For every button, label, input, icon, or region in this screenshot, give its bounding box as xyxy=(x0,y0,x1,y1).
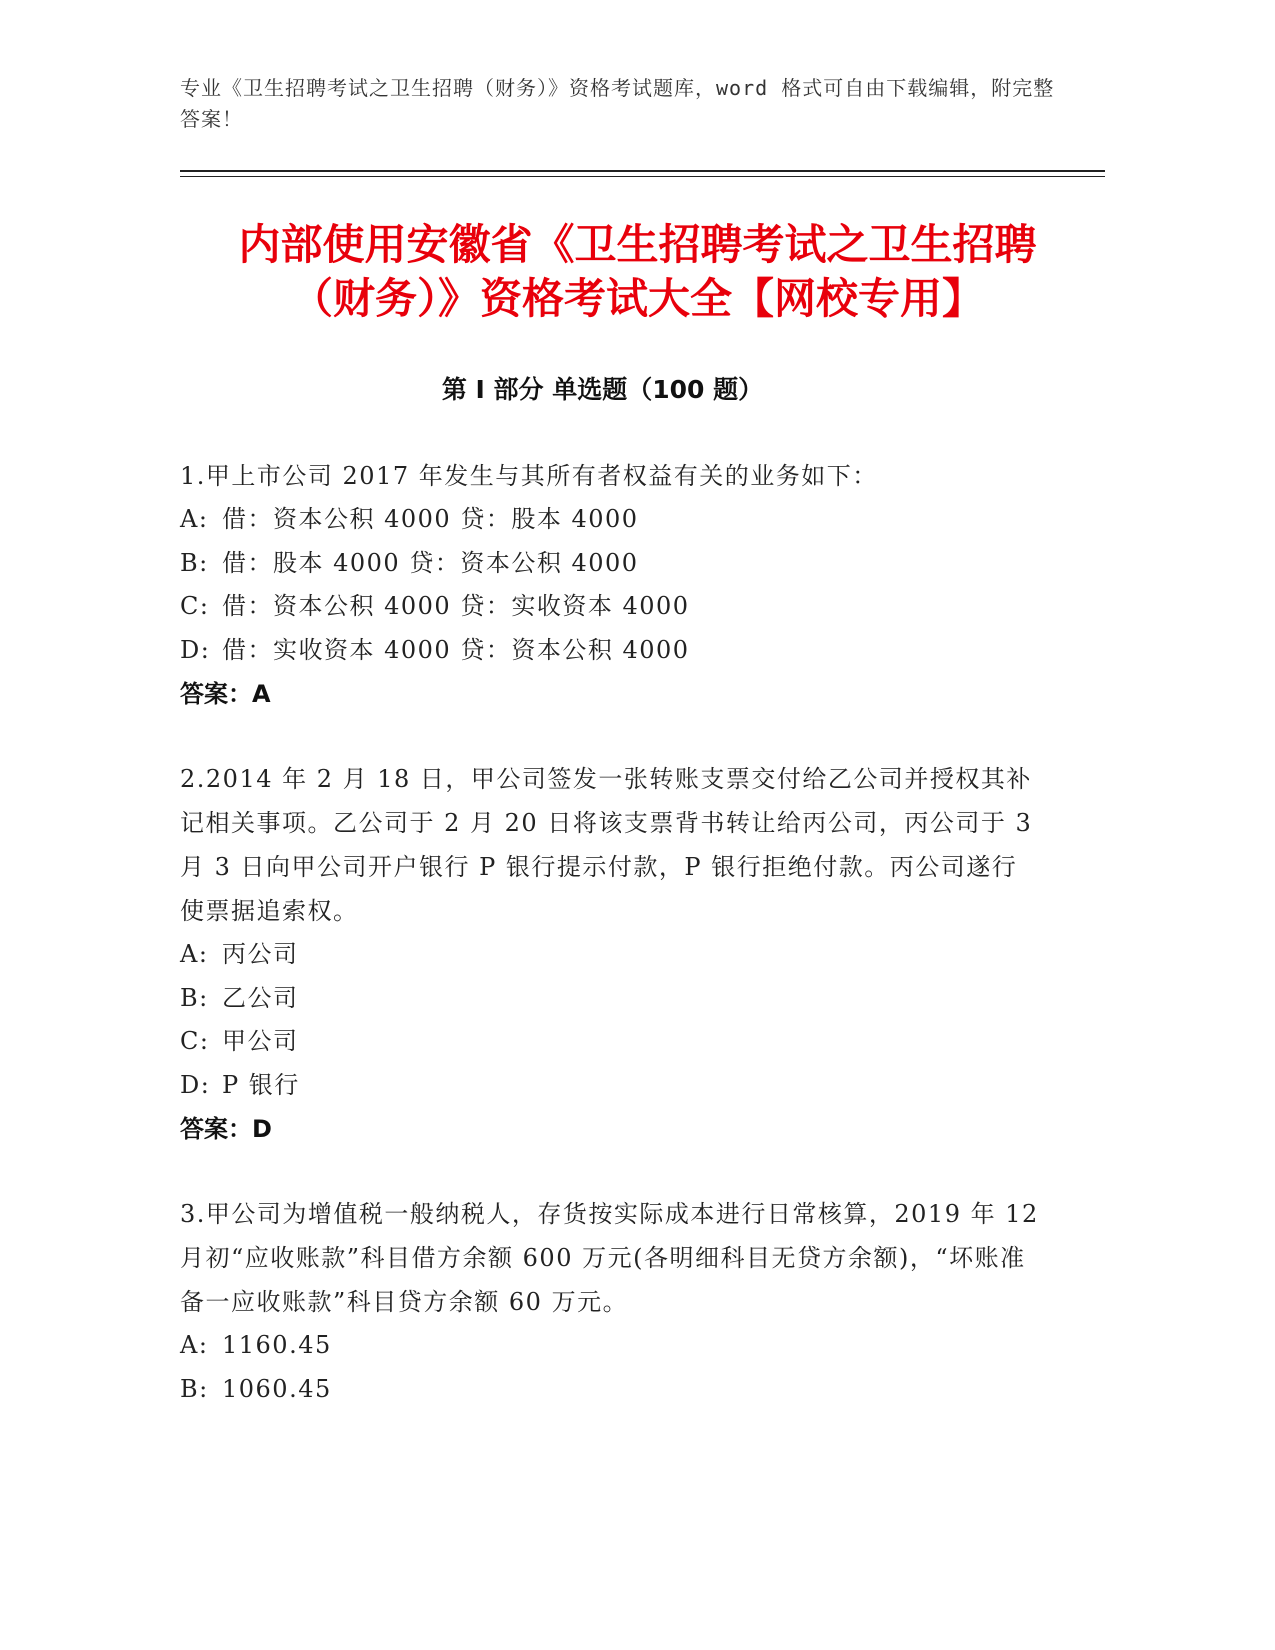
question-text: 2.2014 年 2 月 18 日，甲公司签发一张转账支票交付给乙公司并授权其补记相关事项。乙公司于 2 月 20 日将该支票背书转让给丙公司，丙公司于 3 月 3 日向甲公司开户银行 P 银行提示付款，P 银行拒绝付款。丙公司遂行使票据追索权。 xyxy=(180,765,1033,925)
option-d xyxy=(180,1064,1040,1108)
question-2 xyxy=(180,757,1040,1151)
question-text: 3.甲公司为增值税一般纳税人，存货按实际成本进行日常核算，2019 年 12 月初“应收账款”科目借方余额 600 万元(各明细科目无贷方余额)，“坏账准备一应收账款”科目贷方余额 60 万元。 xyxy=(180,1200,1039,1316)
option-c xyxy=(180,1020,1040,1064)
option-d xyxy=(180,629,1040,673)
option-letter: A: xyxy=(180,505,209,533)
option-text: 借：股本 4000 贷：资本公积 4000 xyxy=(222,548,639,577)
section-heading: 第 I 部分 单选题（100 题） xyxy=(441,375,764,404)
option-a xyxy=(180,498,1040,542)
document-title xyxy=(150,218,1125,326)
document-title-line-2: （财务）》资格考试大全【网校专用】 xyxy=(290,274,984,323)
option-letter: D: xyxy=(180,1070,211,1099)
option-letter: C: xyxy=(180,1027,210,1055)
option-letter: C: xyxy=(180,592,210,620)
option-letter: A: xyxy=(180,940,209,968)
option-text: 丙公司 xyxy=(222,940,299,968)
option-text: P 银行 xyxy=(222,1070,300,1099)
option-a xyxy=(180,1324,1040,1368)
option-text: 借：实收资本 4000 贷：资本公积 4000 xyxy=(222,635,690,664)
option-c xyxy=(180,585,1040,629)
answer: 答案：D xyxy=(180,1115,272,1143)
header-rule-thick xyxy=(180,170,1105,172)
question-1 xyxy=(180,454,1040,716)
header-rule-thin xyxy=(180,176,1105,177)
option-a xyxy=(180,933,1040,977)
option-text: 1160.45 xyxy=(222,1331,332,1359)
option-letter: B: xyxy=(180,548,209,577)
option-b xyxy=(180,1368,1040,1412)
option-text: 借：资本公积 4000 贷：股本 4000 xyxy=(222,505,639,533)
option-b xyxy=(180,542,1040,586)
option-letter: A: xyxy=(180,1331,209,1359)
header-note: 专业《卫生招聘考试之卫生招聘（财务）》资格考试题库，word 格式可自由下载编辑，附完整答案！ xyxy=(180,76,1055,131)
document-title-line-1: 内部使用安徽省《卫生招聘考试之卫生招聘 xyxy=(238,220,1037,269)
question-3 xyxy=(180,1192,1040,1411)
option-letter: D: xyxy=(180,635,211,664)
option-text: 甲公司 xyxy=(222,1027,299,1055)
option-letter: B: xyxy=(180,1374,209,1403)
option-text: 1060.45 xyxy=(222,1374,332,1403)
option-text: 乙公司 xyxy=(222,983,299,1012)
question-text: 1.甲上市公司 2017 年发生与其所有者权益有关的业务如下： xyxy=(180,462,878,490)
option-text: 借：资本公积 4000 贷：实收资本 4000 xyxy=(222,592,690,620)
option-letter: B: xyxy=(180,983,209,1012)
option-b xyxy=(180,977,1040,1021)
answer: 答案：A xyxy=(180,680,271,708)
question-list xyxy=(180,454,1040,1452)
